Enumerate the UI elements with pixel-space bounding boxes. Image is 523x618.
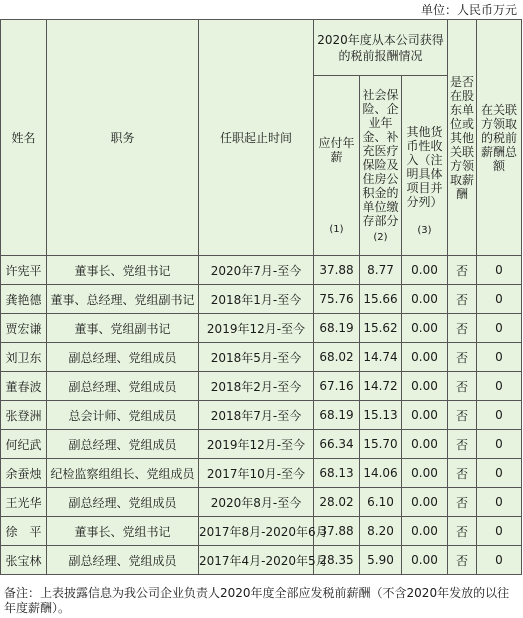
row-name: 龚艳德 xyxy=(1,285,47,314)
table-row xyxy=(1,488,522,517)
header-position: 职务 xyxy=(47,20,199,256)
row-shareholder-pay: 否 xyxy=(448,372,477,401)
row-term: 2019年12月-至今 xyxy=(199,314,314,343)
row-name: 许宪平 xyxy=(1,256,47,285)
row-position: 副总经理、党组成员 xyxy=(47,343,199,372)
row-shareholder-pay: 否 xyxy=(448,430,477,459)
row-term: 2017年8月-2020年6月 xyxy=(199,517,314,546)
row-other-income: 0.00 xyxy=(402,517,448,546)
row-salary: 68.19 xyxy=(314,314,360,343)
header-related-pay: 在关联方领取的税前薪酬总额 xyxy=(477,20,522,256)
header-other-number: (3) xyxy=(417,224,432,236)
header-other-label: 其他货币性收入（注明具体项目并分列） xyxy=(406,124,443,209)
table-row xyxy=(1,285,522,314)
row-related-pay: 0 xyxy=(477,372,522,401)
header-term: 任职起止时间 xyxy=(199,20,314,256)
row-related-pay: 0 xyxy=(477,459,522,488)
row-other-income: 0.00 xyxy=(402,401,448,430)
row-salary: 28.02 xyxy=(314,488,360,517)
row-shareholder-pay: 否 xyxy=(448,401,477,430)
row-position: 纪检监察组组长、党组成员 xyxy=(47,459,199,488)
row-salary: 66.34 xyxy=(314,430,360,459)
row-name: 董春波 xyxy=(1,372,47,401)
row-shareholder-pay: 否 xyxy=(448,314,477,343)
row-name: 刘卫东 xyxy=(1,343,47,372)
row-other-income: 0.00 xyxy=(402,343,448,372)
table-row xyxy=(1,372,522,401)
unit-label: 单位：人民币万元 xyxy=(420,3,517,17)
row-social-insurance: 14.06 xyxy=(360,459,402,488)
row-position: 副总经理、党组成员 xyxy=(47,546,199,575)
row-position: 总会计师、党组成员 xyxy=(47,401,199,430)
header-name: 姓名 xyxy=(1,20,47,256)
row-salary: 75.76 xyxy=(314,285,360,314)
header-other xyxy=(402,76,448,256)
row-shareholder-pay: 否 xyxy=(448,546,477,575)
row-term: 2017年10月-至今 xyxy=(199,459,314,488)
row-shareholder-pay: 否 xyxy=(448,285,477,314)
row-social-insurance: 14.72 xyxy=(360,372,402,401)
row-other-income: 0.00 xyxy=(402,314,448,343)
row-related-pay: 0 xyxy=(477,343,522,372)
table-row xyxy=(1,517,522,546)
row-name: 何纪武 xyxy=(1,430,47,459)
row-name: 贾宏谦 xyxy=(1,314,47,343)
row-salary: 68.19 xyxy=(314,401,360,430)
row-name: 张登洲 xyxy=(1,401,47,430)
row-shareholder-pay: 否 xyxy=(448,488,477,517)
row-salary: 37.88 xyxy=(314,517,360,546)
table-row xyxy=(1,459,522,488)
footnote: 备注：上表披露信息为我公司企业负责人2020年度全部应发税前薪酬（不含2020年发放的以往年度薪酬）。 xyxy=(4,586,510,615)
row-position: 董事、总经理、党组副书记 xyxy=(47,285,199,314)
row-position: 董事长、党组书记 xyxy=(47,256,199,285)
compensation-table xyxy=(0,19,522,575)
row-related-pay: 0 xyxy=(477,488,522,517)
table-row xyxy=(1,314,522,343)
row-other-income: 0.00 xyxy=(402,372,448,401)
row-term: 2018年5月-至今 xyxy=(199,343,314,372)
header-salary xyxy=(314,76,360,256)
row-salary: 68.13 xyxy=(314,459,360,488)
table-row xyxy=(1,343,522,372)
header-salary-number: (1) xyxy=(329,223,344,235)
row-social-insurance: 15.66 xyxy=(360,285,402,314)
row-other-income: 0.00 xyxy=(402,546,448,575)
row-name: 王光华 xyxy=(1,488,47,517)
row-shareholder-pay: 否 xyxy=(448,256,477,285)
row-position: 董事长、党组书记 xyxy=(47,517,199,546)
row-social-insurance: 8.77 xyxy=(360,256,402,285)
row-position: 董事、党组副书记 xyxy=(47,314,199,343)
row-social-insurance: 15.13 xyxy=(360,401,402,430)
row-related-pay: 0 xyxy=(477,285,522,314)
table-row xyxy=(1,430,522,459)
row-position: 副总经理、党组成员 xyxy=(47,488,199,517)
row-term: 2020年8月-至今 xyxy=(199,488,314,517)
row-other-income: 0.00 xyxy=(402,256,448,285)
table-row xyxy=(1,546,522,575)
row-term: 2018年1月-至今 xyxy=(199,285,314,314)
row-social-insurance: 15.70 xyxy=(360,430,402,459)
header-shareholder-pay: 是否在股东单位或其他关联方领取薪酬 xyxy=(448,20,477,256)
row-salary: 68.02 xyxy=(314,343,360,372)
row-name: 张宝林 xyxy=(1,546,47,575)
header-social-label: 社会保险、企业年金、补充医疗保险及住房公积金的单位缴存部分 xyxy=(362,87,399,228)
row-shareholder-pay: 否 xyxy=(448,343,477,372)
row-other-income: 0.00 xyxy=(402,285,448,314)
row-related-pay: 0 xyxy=(477,546,522,575)
header-pay-group: 2020年度从本公司获得的税前报酬情况 xyxy=(314,20,448,76)
row-position: 副总经理、党组成员 xyxy=(47,430,199,459)
row-social-insurance: 5.90 xyxy=(360,546,402,575)
row-salary: 37.88 xyxy=(314,256,360,285)
row-shareholder-pay: 否 xyxy=(448,459,477,488)
row-term: 2018年7月-至今 xyxy=(199,401,314,430)
row-term: 2020年7月-至今 xyxy=(199,256,314,285)
row-related-pay: 0 xyxy=(477,401,522,430)
row-social-insurance: 15.62 xyxy=(360,314,402,343)
row-term: 2019年12月-至今 xyxy=(199,430,314,459)
header-social xyxy=(360,76,402,256)
row-related-pay: 0 xyxy=(477,314,522,343)
row-name: 余蚕烛 xyxy=(1,459,47,488)
row-related-pay: 0 xyxy=(477,517,522,546)
table-row xyxy=(1,256,522,285)
row-related-pay: 0 xyxy=(477,256,522,285)
table-row xyxy=(1,401,522,430)
row-other-income: 0.00 xyxy=(402,430,448,459)
row-name: 徐 平 xyxy=(1,517,47,546)
row-shareholder-pay: 否 xyxy=(448,517,477,546)
row-social-insurance: 8.20 xyxy=(360,517,402,546)
row-salary: 67.16 xyxy=(314,372,360,401)
header-social-number: (2) xyxy=(373,231,388,243)
row-social-insurance: 14.74 xyxy=(360,343,402,372)
row-social-insurance: 6.10 xyxy=(360,488,402,517)
row-position: 副总经理、党组成员 xyxy=(47,372,199,401)
row-salary: 28.35 xyxy=(314,546,360,575)
row-other-income: 0.00 xyxy=(402,488,448,517)
header-salary-label: 应付年薪 xyxy=(318,135,355,164)
row-other-income: 0.00 xyxy=(402,459,448,488)
row-term: 2018年2月-至今 xyxy=(199,372,314,401)
row-term: 2017年4月-2020年5月 xyxy=(199,546,314,575)
row-related-pay: 0 xyxy=(477,430,522,459)
